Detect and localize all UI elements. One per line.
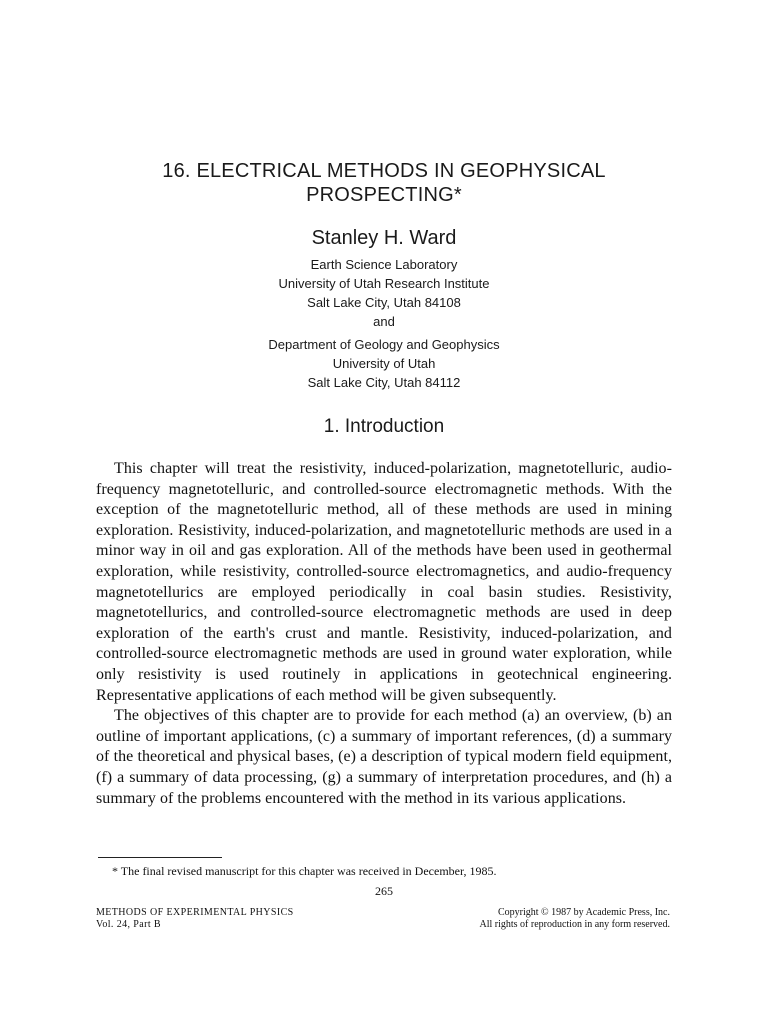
author-name: Stanley H. Ward [311,227,457,249]
affiliation-1 [0,255,768,312]
affiliation-1-line: Salt Lake City, Utah 84108 [307,295,461,310]
affiliation-2-line: University of Utah [332,356,436,371]
page-number: 265 [375,884,393,898]
volume-info: Vol. 24, Part B [96,919,161,930]
footnote-rule [98,857,222,858]
imprint-copyright [479,907,670,931]
paragraph: This chapter will treat the resistivity, induced-polarization, magnetotelluric, audio-frequency magnetotelluric, and controlled-source electromagnetic methods. With the exception of the magnetotelluric method, all of these methods are used in mining exploration. Resistivity, induced-polarization, and magnetotelluric methods are used in a minor way in oil and gas exploration. All of the methods have been used in geothermal exploration, while resistivity, controlled-source electromagnetics, and audio-frequency magnetotellurics are employed periodically in coal basin studies. Resistivity, magnetotellurics, and controlled-source electromagnetic methods are used in deep exploration of the earth's crust and mantle. Resistivity, induced-polarization, and controlled-source electromagnetic methods are used in ground water exploration, while only resistivity is used routinely in applications in geotechnical engineering. Representative applications of each method will be given subsequently. [96,460,672,704]
series-title: METHODS OF EXPERIMENTAL PHYSICS [96,907,294,918]
paragraph: The objectives of this chapter are to provide for each method (a) an overview, (b) an outline of important applications, (c) a summary of important references, (d) a summary of the theoretical and physical bases, (e) a description of typical modern field equipment, (f) a summary of data processing, (g) a summary of interpretation procedures, and (h) a summary of the problems encountered with the method in its various applications. [96,707,672,807]
rights-notice: All rights of reproduction in any form reserved. [479,919,670,930]
copyright-notice: Copyright © 1987 by Academic Press, Inc. [497,907,670,918]
footnote: * The final revised manuscript for this chapter was received in December, 1985. [112,864,497,878]
imprint-series [96,907,294,931]
affiliation-1-line: University of Utah Research Institute [278,276,490,291]
affiliation-2-line: Salt Lake City, Utah 84112 [307,375,461,390]
affiliation-2 [0,335,768,392]
affiliation-1-line: Earth Science Laboratory [310,257,458,272]
section-heading: 1. Introduction [323,416,445,437]
chapter-title-line-2: PROSPECTING* [306,184,462,206]
chapter-title-line-1: 16. ELECTRICAL METHODS IN GEOPHYSICAL [162,160,606,182]
affiliation-conjunction: and [373,314,395,329]
affiliation-2-line: Department of Geology and Geophysics [268,337,500,352]
body-text [96,459,672,809]
